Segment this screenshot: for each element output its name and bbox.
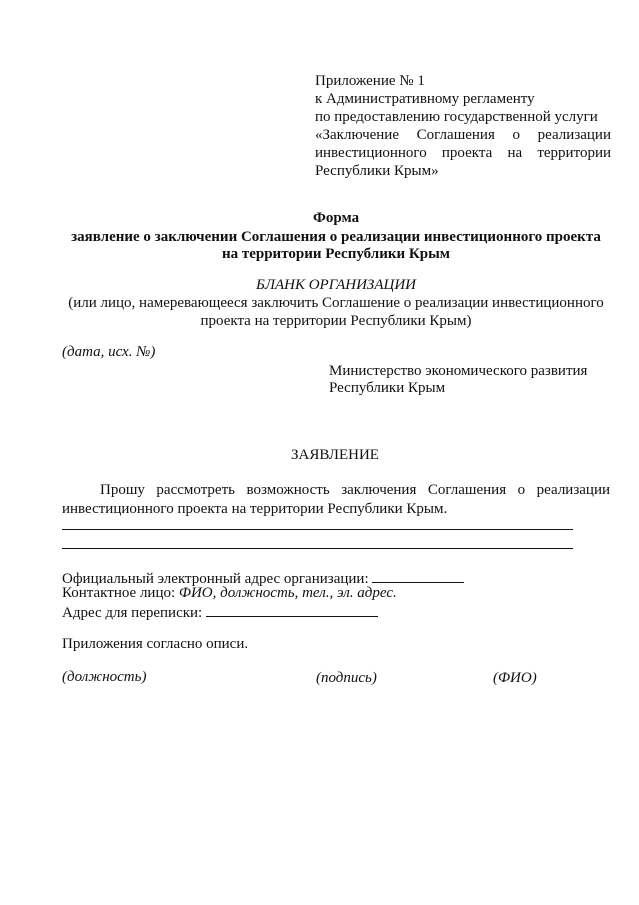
request-line-2: инвестиционного проекта на территории Республики Крым. [62,501,448,517]
contact-label: Контактное лицо: [62,585,176,601]
signature-position: (должность) [62,669,147,685]
appendix-line-4: «Заключение Соглашения о реализации [315,127,611,143]
contact-hint: ФИО, должность, тел., эл. адрес. [178,585,397,601]
request-paragraph [62,481,610,519]
appendix-line-1: Приложение № 1 [315,73,425,89]
appendix-line-3: по предоставлению государственной услуги [315,109,598,125]
blank-line-a [62,529,573,530]
statement-title: ЗАЯВЛЕНИЕ [291,447,379,463]
address-input-line [206,602,378,617]
blank-line-b [62,548,573,549]
appendix-line-5: инвестиционного проекта на территории [315,145,611,161]
email-input-line [372,568,464,583]
blank-line-1: (или лицо, намеревающееся заключить Соглашение о реализации инвестиционного [68,295,604,311]
address-field-row [62,602,378,622]
recipient-line-2: Республики Крым [329,380,446,396]
request-line-1: Прошу рассмотреть возможность заключения Соглашения о реализации [100,482,610,498]
appendix-header [315,72,611,180]
recipient-line-1: Министерство экономического развития [329,363,588,379]
attachments-note: Приложения согласно описи. [62,636,249,652]
blank-line-2: проекта на территории Республики Крым) [200,313,472,329]
date-ref: (дата, исх. №) [62,344,156,360]
form-title-line-1: заявление о заключении Соглашения о реализации инвестиционного проекта [71,229,601,245]
appendix-line-6: Республики Крым» [315,163,439,179]
blank-title: БЛАНК ОРГАНИЗАЦИИ [255,277,417,293]
signature-name: (ФИО) [493,670,537,686]
form-word: Форма [313,210,360,226]
appendix-line-2: к Административному регламенту [315,91,535,107]
address-label: Адрес для переписки: [62,605,203,621]
signature-sign: (подпись) [316,670,377,686]
contact-field-row [62,585,397,602]
form-title-line-2: на территории Республики Крым [221,246,451,262]
email-label: Официальный электронный адрес организации: [62,571,369,587]
